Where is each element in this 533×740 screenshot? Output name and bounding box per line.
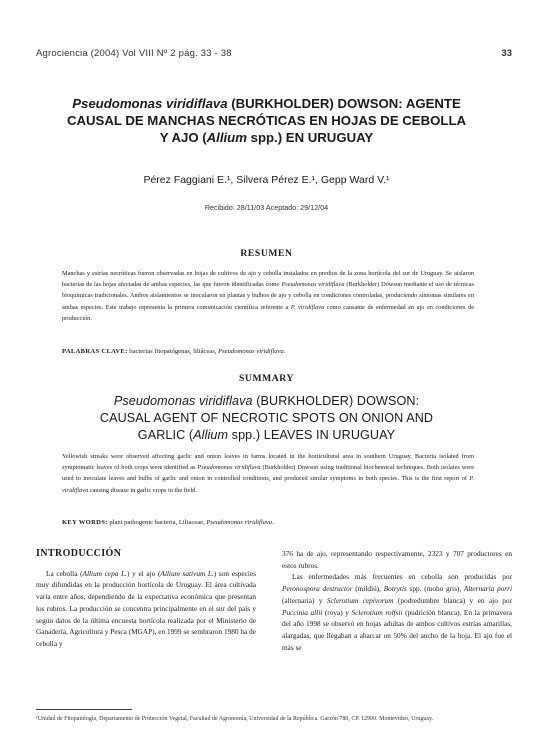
intro-p2-c: spp. (moho gris), bbox=[406, 584, 464, 594]
title-en-line1-rest: (BURKHOLDER) DOWSON: bbox=[252, 394, 420, 408]
received-accepted-dates: Recibido: 28/11/03 Aceptado: 29/12/04 bbox=[204, 203, 329, 212]
summary-text-a: Yellowish streaks were observed affecting garlic and onion leaves in farms located in the horticultural area in southern Uruguay. Bacteria isolated from symptomatic leaves of both crops were identified as bbox=[62, 453, 474, 472]
title-english bbox=[40, 393, 493, 444]
title-spanish bbox=[40, 95, 493, 146]
intro-p1-garlic: Allium sativum L. bbox=[160, 568, 214, 578]
summary-text-b: (Burkholder) Dowson using traditional biochemical techniques. Both isolates were used to inoculate leaves and bulbs of garlic and onion in controlled conditions, and produced similar symptoms in both species. This is the first report of bbox=[62, 464, 475, 483]
intro-p2-i5: Puccinia allii bbox=[282, 607, 323, 617]
running-head bbox=[36, 48, 512, 62]
intro-heading: INTRODUCCIÓN bbox=[36, 548, 122, 559]
title-es-line2: CAUSAL DE MANCHAS NECRÓTICAS EN HOJAS DE CEBOLLA bbox=[66, 113, 467, 128]
intro-p1-b: ) y el ajo ( bbox=[127, 568, 161, 578]
intro-left-column bbox=[36, 548, 256, 650]
palabras-clave-species: Pseudomonas viridiflava bbox=[218, 348, 284, 355]
key-words-end: . bbox=[272, 519, 274, 526]
intro-p2-g: (pudrición blanca). En la primavera del año 1998 se observó en hojas adultas de ambos cultivos estrías amarillas, alargadas, que llegaban a abarcar un 50% del ancho de la hoja. El ajo fue el más se bbox=[282, 607, 512, 652]
resumen-text-c: como causante de enfermedad en ajo en condiciones de producción. bbox=[62, 303, 474, 322]
summary-text bbox=[62, 451, 474, 496]
palabras-clave-end: . bbox=[283, 348, 286, 355]
journal-citation: Agrociencia (2004) Vol VIII Nº 2 pág. 33 - 38 bbox=[36, 48, 232, 59]
intro-p1-a: La cebolla ( bbox=[46, 568, 83, 578]
title-en-line3-post: spp.) LEAVES IN URUGUAY bbox=[228, 428, 396, 442]
title-es-line1-rest: (BURKHOLDER) DOWSON: AGENTE bbox=[227, 96, 461, 111]
key-words-label: KEY WORDS: bbox=[62, 519, 108, 526]
title-en-line3-genus: Allium bbox=[193, 428, 229, 442]
intro-p2-b: (mildiú), bbox=[352, 584, 384, 594]
summary-text-c: causing disease in garlic crops in the field. bbox=[88, 486, 197, 494]
key-words bbox=[62, 519, 474, 526]
title-es-line3-pre: Y AJO ( bbox=[159, 130, 207, 145]
intro-paragraph-2 bbox=[282, 571, 512, 653]
resumen-species-1: Pseudomonas viridiflava bbox=[281, 281, 345, 289]
title-en-line2: CAUSAL AGENT OF NECROTIC SPOTS ON ONION AND bbox=[99, 411, 434, 425]
resumen-text-b: (Burkholder) Dowson mediante el uso de técnicas bioquímicas tradicionales. Ambos aislamientos se inocularon en plantas y bulbos de ajo y cebolla en condiciones controladas, produciendo síntomas similares en ambas especies. Este trabajo representa la primera comunicación científica referente a bbox=[62, 281, 474, 311]
intro-p1-onion: Allium cepa L. bbox=[82, 568, 128, 578]
title-es-line3-genus: Allium bbox=[206, 130, 247, 145]
summary-species-1: Pseudomonas viridiflava bbox=[197, 464, 261, 472]
intro-p2-e: (podredumbre blanca) y en ajo por bbox=[393, 595, 513, 605]
resumen-text bbox=[62, 268, 474, 324]
authors: Pérez Faggiani E.¹, Silvera Pérez E.¹, Gepp Ward V.¹ bbox=[143, 174, 390, 186]
key-words-text: plant pathogenic bacteria, Liliaceae, bbox=[107, 519, 207, 526]
palabras-clave bbox=[62, 348, 474, 355]
intro-p2-d: (alternaria) y bbox=[282, 595, 327, 605]
intro-p2-a: Las enfermedades más frecuentes en cebolla son producidas por bbox=[292, 572, 512, 582]
footnote-rule bbox=[36, 709, 132, 710]
affiliation-footnote: ¹Unidad de Fitopatología, Departamento de Protección Vegetal, Facultad de Agronomía, Universidad de la República. Garzón 780, CP. 12900. Montevideo, Uruguay. bbox=[36, 716, 434, 722]
intro-p2-f: (roya) y bbox=[322, 607, 352, 617]
intro-p2-i3: Alternaria porri bbox=[463, 584, 513, 594]
title-es-line3-post: spp.) EN URUGUAY bbox=[246, 130, 374, 145]
summary-heading: SUMMARY bbox=[238, 373, 295, 384]
intro-p2-i2: Botrytis bbox=[383, 584, 407, 594]
summary-species-2: P. viridiflava bbox=[62, 475, 474, 494]
intro-paragraph-1-cont: 376 ha de ajo, representando respectivamente, 2323 y 707 productores en estos rubros. bbox=[282, 549, 512, 570]
key-words-species: Pseudomonas viridiflava bbox=[206, 519, 273, 526]
intro-p2-i4: Sclerotium cepivorum bbox=[326, 595, 394, 605]
palabras-clave-text: bacterias fitopatógenas, liliáceas, bbox=[127, 348, 219, 355]
intro-paragraph-1 bbox=[36, 568, 256, 650]
intro-right-column bbox=[282, 548, 512, 653]
resumen-species-2: P. viridiflava bbox=[290, 303, 325, 311]
resumen-text-a: Manchas y estrías necróticas fueron observadas en hojas de cultivos de ajo y cebolla instalados en predios de la zona hortícola del sur de Uruguay. Se aislaron bacterias de las hojas afectadas de ambas especies, las que fueron identificadas como bbox=[62, 270, 474, 289]
page-number: 33 bbox=[501, 48, 512, 59]
intro-p2-i6: Sclerotium rolfsii bbox=[351, 607, 403, 617]
title-es-species: Pseudomonas viridiflava bbox=[72, 96, 228, 111]
title-en-line3-pre: GARLIC ( bbox=[137, 428, 194, 442]
resumen-heading: RESUMEN bbox=[240, 248, 293, 259]
intro-p2-i1: Peronospora destructor bbox=[282, 584, 353, 594]
intro-p1-c: ) son especies muy difundidas en la producción hortícola de Uruguay. El área cultivada varía entre años, dependiendo de la expectativa económica que presentan los rubros. La producción se concentra principalmente en el sur del país y según datos de la última encuesta hortícola realizada por el Ministerio de Ganadería, Agricultura y Pesca (MGAP), en 1999 se sembraron 1980 ha de cebolla y bbox=[36, 568, 257, 648]
title-en-species: Pseudomonas viridiflava bbox=[113, 394, 253, 408]
palabras-clave-label: PALABRAS CLAVE: bbox=[62, 348, 128, 355]
